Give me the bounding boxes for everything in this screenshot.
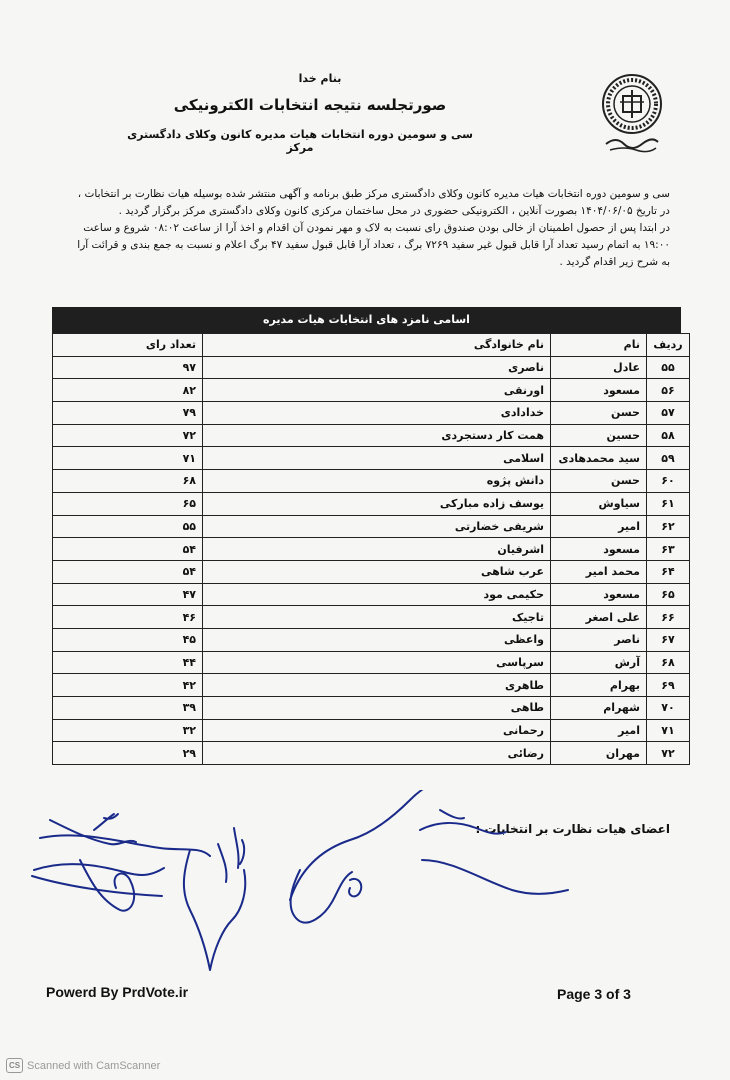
- family-name-cell: اسلامی: [203, 447, 551, 470]
- family-name-cell: شریفی خضارتی: [203, 515, 551, 538]
- name-cell: امیر: [551, 719, 647, 742]
- row-number-cell: ۶۷: [647, 628, 690, 651]
- table-row: [53, 719, 690, 742]
- header-row-number: ردیف: [647, 334, 690, 357]
- table-row: [53, 560, 690, 583]
- family-name-cell: همت کار دستجردی: [203, 424, 551, 447]
- family-name-cell: دانش پژوه: [203, 470, 551, 493]
- name-cell: مسعود: [551, 538, 647, 561]
- family-name-cell: طاهری: [203, 674, 551, 697]
- name-cell: حسن: [551, 470, 647, 493]
- family-name-cell: رضائی: [203, 742, 551, 765]
- footer-powered-by: Powerd By PrdVote.ir: [46, 984, 189, 1000]
- basmala: بنام خدا: [298, 72, 342, 85]
- votes-cell: ۴۷: [53, 583, 203, 606]
- table-row: [53, 628, 690, 651]
- row-number-cell: ۶۵: [647, 583, 690, 606]
- votes-cell: ۳۲: [53, 719, 203, 742]
- row-number-cell: ۵۵: [647, 356, 690, 379]
- table-row: [53, 447, 690, 470]
- name-cell: امیر: [551, 515, 647, 538]
- table-row: [53, 606, 690, 629]
- row-number-cell: ۷۱: [647, 719, 690, 742]
- intro-paragraph-2: در ابتدا پس از حصول اطمینان از خالی بودن صندوق رای نسبت به لاک و مهر نمودن آن اقدام و اخذ آرا از ساعت ۰۸:۰۲ شروع و ساعت ۱۹:۰۰ به اتمام رسید تعداد آرا قابل قبول غیر سفید ۷۲۶۹ برگ ، تعداد آرا قابل قبول سفید ۴۷ برگ اعلام و نسبت به جمع بندی و قرائت آرا به شرح زیر اقدام گردید .: [77, 222, 670, 268]
- votes-cell: ۴۶: [53, 606, 203, 629]
- votes-cell: ۶۵: [53, 492, 203, 515]
- row-number-cell: ۵۸: [647, 424, 690, 447]
- table-row: [53, 424, 690, 447]
- name-cell: سیاوش: [551, 492, 647, 515]
- document-title: صورتجلسه نتیجه انتخابات الکترونیکی: [173, 96, 447, 114]
- intro-paragraph-1: سی و سومین دوره انتخابات هیات مدیره کانون وکلای دادگستری مرکز طبق برنامه و آگهی منتشر شده بوسیله هیات نظارت بر انتخابات ، در تاریخ ۱۴۰۴/۰۶/۰۵ بصورت آنلاین ، الکترونیکی حضوری در محل ساختمان مرکزی کانون وکلای دادگستری مرکز برگزار گردید .: [77, 188, 670, 217]
- scanner-text: Scanned with CamScanner: [27, 1059, 161, 1072]
- table-row: [53, 470, 690, 493]
- family-name-cell: عرب شاهی: [203, 560, 551, 583]
- votes-cell: ۹۷: [53, 356, 203, 379]
- row-number-cell: ۶۳: [647, 538, 690, 561]
- family-name-cell: خدادادی: [203, 402, 551, 425]
- candidates-table: [52, 307, 681, 765]
- name-cell: حسن: [551, 402, 647, 425]
- footer-page-number: Page 3 of 3: [557, 986, 631, 1002]
- name-cell: مسعود: [551, 583, 647, 606]
- family-name-cell: واعظی: [203, 628, 551, 651]
- votes-cell: ۲۹: [53, 742, 203, 765]
- table-row: [53, 515, 690, 538]
- table-header-row: [53, 334, 690, 357]
- votes-cell: ۷۱: [53, 447, 203, 470]
- votes-cell: ۷۹: [53, 402, 203, 425]
- votes-cell: ۸۲: [53, 379, 203, 402]
- results-table: [52, 333, 690, 765]
- family-name-cell: ناصری: [203, 356, 551, 379]
- row-number-cell: ۵۷: [647, 402, 690, 425]
- supervisory-board-label: اعضای هیات نظارت بر انتخابات :: [475, 822, 670, 836]
- name-cell: سید محمدهادی: [551, 447, 647, 470]
- row-number-cell: ۵۶: [647, 379, 690, 402]
- name-cell: مسعود: [551, 379, 647, 402]
- family-name-cell: سرپاسی: [203, 651, 551, 674]
- row-number-cell: ۶۰: [647, 470, 690, 493]
- table-row: [53, 651, 690, 674]
- votes-cell: ۴۵: [53, 628, 203, 651]
- family-name-cell: اشرفیان: [203, 538, 551, 561]
- name-cell: مهران: [551, 742, 647, 765]
- votes-cell: ۵۵: [53, 515, 203, 538]
- table-row: [53, 742, 690, 765]
- votes-cell: ۵۴: [53, 560, 203, 583]
- row-number-cell: ۶۶: [647, 606, 690, 629]
- votes-cell: ۴۲: [53, 674, 203, 697]
- family-name-cell: یوسف زاده مبارکی: [203, 492, 551, 515]
- family-name-cell: طاهی: [203, 697, 551, 720]
- table-row: [53, 674, 690, 697]
- name-cell: شهرام: [551, 697, 647, 720]
- table-row: [53, 492, 690, 515]
- family-name-cell: اورنقی: [203, 379, 551, 402]
- intro-text: [70, 186, 670, 271]
- camscanner-icon: CS: [6, 1058, 23, 1073]
- name-cell: ناصر: [551, 628, 647, 651]
- votes-cell: ۵۴: [53, 538, 203, 561]
- row-number-cell: ۶۲: [647, 515, 690, 538]
- name-cell: حسین: [551, 424, 647, 447]
- bar-association-logo: [598, 72, 666, 156]
- name-cell: عادل: [551, 356, 647, 379]
- table-row: [53, 538, 690, 561]
- family-name-cell: رحمانی: [203, 719, 551, 742]
- family-name-cell: حکیمی مود: [203, 583, 551, 606]
- row-number-cell: ۶۴: [647, 560, 690, 583]
- table-row: [53, 697, 690, 720]
- row-number-cell: ۵۹: [647, 447, 690, 470]
- name-cell: محمد امیر: [551, 560, 647, 583]
- votes-cell: ۷۲: [53, 424, 203, 447]
- votes-cell: ۳۹: [53, 697, 203, 720]
- name-cell: آرش: [551, 651, 647, 674]
- table-row: [53, 356, 690, 379]
- table-row: [53, 583, 690, 606]
- header-family-name: نام خانوادگی: [203, 334, 551, 357]
- name-cell: علی اصغر: [551, 606, 647, 629]
- handwritten-signatures: [20, 790, 580, 980]
- row-number-cell: ۷۲: [647, 742, 690, 765]
- header-votes: تعداد رای: [53, 334, 203, 357]
- votes-cell: ۶۸: [53, 470, 203, 493]
- row-number-cell: ۶۸: [647, 651, 690, 674]
- table-body: [53, 356, 690, 764]
- table-row: [53, 379, 690, 402]
- votes-cell: ۴۴: [53, 651, 203, 674]
- row-number-cell: ۷۰: [647, 697, 690, 720]
- table-row: [53, 402, 690, 425]
- header-name: نام: [551, 334, 647, 357]
- table-title: اسامی نامزد های انتخابات هیات مدیره: [52, 307, 681, 333]
- name-cell: بهرام: [551, 674, 647, 697]
- row-number-cell: ۶۹: [647, 674, 690, 697]
- family-name-cell: تاجیک: [203, 606, 551, 629]
- document-subtitle: سی و سومین دوره انتخابات هیات مدیره کانون وکلای دادگستری مرکز: [127, 128, 473, 154]
- scanner-watermark: [6, 1058, 160, 1073]
- row-number-cell: ۶۱: [647, 492, 690, 515]
